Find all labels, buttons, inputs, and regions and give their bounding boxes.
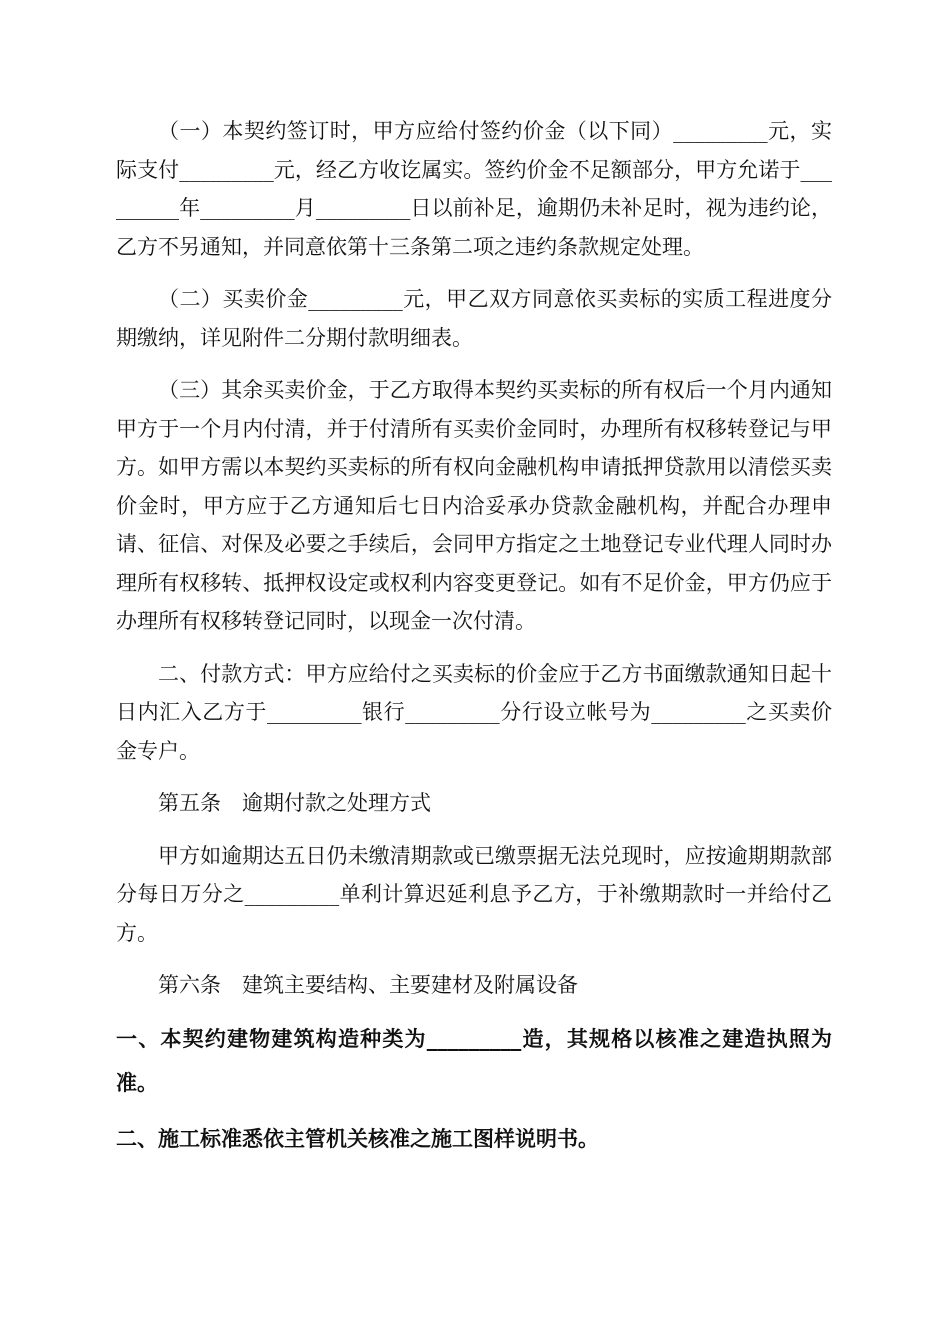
clause-construction-standard: 二、施工标准悉依主管机关核准之施工图样说明书。 [116,1126,599,1151]
clause-building-structure: 一、本契约建物建筑构造种类为_________造，其规格以核准之建造执照为准。 [116,1026,832,1095]
document-page [116,112,832,1161]
article-six-heading: 第六条 建筑主要结构、主要建材及附属设备 [158,973,578,997]
article-five-heading: 第五条 逾期付款之处理方式 [158,791,431,815]
paragraph-late-payment: 甲方如逾期达五日仍未缴清期款或已缴票据无法兑现时，应按逾期期款部分每日万分之_________单利计算迟延利息予乙方，于补缴期款时一并给付乙方。 [116,843,832,945]
paragraph-purchase-price: （二）买卖价金_________元，甲乙双方同意依买卖标的实质工程进度分期缴纳，详见附件二分期付款明细表。 [116,287,832,350]
paragraph-payment-method: 二、付款方式：甲方应给付之买卖标的价金应于乙方书面缴款通知日起十日内汇入乙方于_________银行_________分行设立帐号为_________之买卖价金专户。 [116,661,832,763]
paragraph-down-payment: （一）本契约签订时，甲方应给付签约价金（以下同）_________元，实际支付_________元，经乙方收讫属实。签约价金不足额部分，甲方允诺于_________年_________月_________日以前补足，逾期仍未补足时，视为违约论，乙方不另通知，并同意依第十三条第二项之违约条款规定处理。 [116,119,832,259]
paragraph-remaining-price: （三）其余买卖价金，于乙方取得本契约买卖标的所有权后一个月内通知甲方于一个月内付清，并于付清所有买卖价金同时，办理所有权移转登记与甲方。如甲方需以本契约买卖标的所有权向金融机构申请抵押贷款用以清偿买卖价金时，甲方应于乙方通知后七日内洽妥承办贷款金融机构，并配合办理申请、征信、对保及必要之手续后，会同甲方指定之土地登记专业代理人同时办理所有权移转、抵押权设定或权利内容变更登记。如有不足价金，甲方仍应于办理所有权移转登记同时，以现金一次付清。 [116,378,832,633]
